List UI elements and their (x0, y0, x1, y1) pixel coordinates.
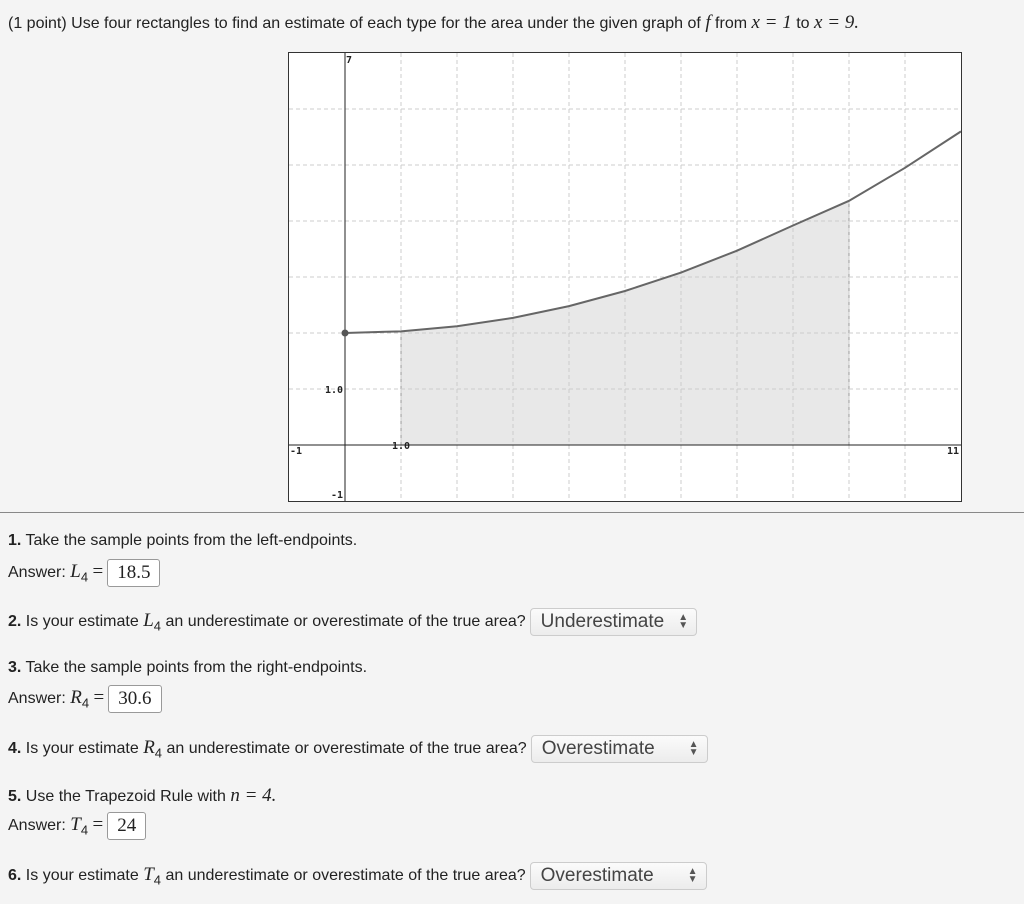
select-arrows-icon: ▲ ▼ (678, 611, 689, 631)
x-tick-label: 1.0 (391, 441, 411, 452)
question-1: 1. Take the sample points from the left-endpoints. (8, 532, 358, 549)
answer-l4-input[interactable]: 18.5 (107, 559, 160, 587)
answer-3-row: Answer: $R_4 = 30.6$ (8, 685, 162, 713)
answer-1-row: Answer: $L_4 = 18.5$ (8, 559, 160, 587)
select-arrows-icon: ▲ ▼ (687, 865, 698, 885)
divider (0, 512, 1024, 513)
question-3: 3. Take the sample points from the right-endpoints. (8, 659, 368, 676)
x-max-label: 11 (946, 446, 959, 457)
y-min-label: -1 (330, 490, 343, 501)
question-5: 5. Use the Trapezoid Rule with n = 4. (8, 785, 277, 806)
question-2: 2. Is your estimate $L_4$ an underestimate or overestimate of the true area? Underestimate ▲ ▼ (8, 608, 697, 636)
question-4: 4. Is your estimate $R_4$ an underestimate or overestimate of the true area? Overestimate ▲ ▼ (8, 735, 708, 763)
y-tick-label: 1.0 (324, 385, 343, 396)
answer-5-row: Answer: $T_4 = 24$ (8, 812, 146, 840)
answer-t4-input[interactable]: 24 (107, 812, 146, 840)
answer-r4-input[interactable]: 30.6 (108, 685, 161, 713)
l4-estimate-select[interactable]: Underestimate ▲ ▼ (530, 608, 697, 636)
x-min-label: -1 (290, 446, 303, 457)
function-graph (288, 52, 962, 502)
select-arrows-icon: ▲ ▼ (688, 738, 699, 758)
t4-estimate-select[interactable]: Overestimate ▲ ▼ (530, 862, 707, 890)
y-max-label: 7 (346, 55, 353, 66)
r4-estimate-select[interactable]: Overestimate ▲ ▼ (531, 735, 708, 763)
question-6: 6. Is your estimate $T_4$ an underestimate or overestimate of the true area? Overestimate ▲ ▼ (8, 862, 707, 890)
problem-statement: (1 point) Use four rectangles to find an estimate of each type for the area under the given graph of f from x = 1 to x = 9. (8, 12, 860, 33)
curve-start-point (342, 330, 349, 337)
